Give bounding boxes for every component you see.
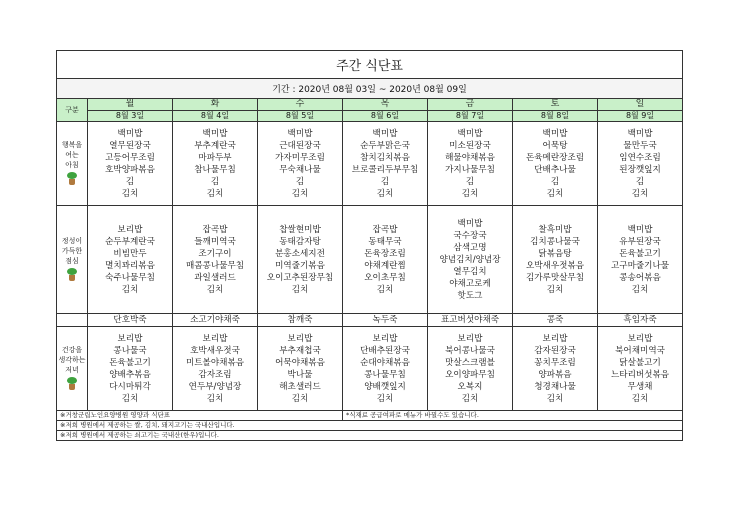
menu-item: 단배추나물 — [534, 164, 576, 175]
meal-label-line: 여는 — [65, 150, 79, 159]
menu-item: 김 — [380, 176, 390, 187]
menu-item: 박나물 — [287, 369, 313, 380]
menu-item: 동태감자탕 — [279, 236, 321, 247]
menu-item: 고등어무조림 — [105, 152, 155, 163]
menu-item: 조기구이 — [198, 248, 232, 259]
menu-item: 보리밥 — [542, 333, 568, 344]
porridge-item: 콩죽 — [513, 314, 598, 327]
menu-item: 느타리버섯볶음 — [610, 369, 670, 380]
menu-cell — [343, 327, 428, 411]
menu-item: 북어콩나물국 — [445, 345, 495, 356]
menu-item: 가자미무조림 — [275, 152, 325, 163]
menu-cell — [598, 206, 683, 314]
menu-item: 부추계란국 — [194, 140, 236, 151]
menu-item: 보리밥 — [372, 333, 398, 344]
menu-item: 오박새우젓볶음 — [525, 260, 585, 271]
note-origin-beef: ※저희 병원에서 제공하는 쇠고기는 국내산(한우)입니다. — [57, 431, 683, 441]
menu-item: 호박양파볶음 — [105, 164, 155, 175]
menu-item: 비빔만두 — [113, 248, 147, 259]
menu-item: 김치 — [206, 393, 224, 404]
meal-label-line: 아침 — [65, 160, 79, 169]
menu-cell — [428, 122, 513, 206]
menu-item: 어묵야채볶음 — [275, 357, 325, 368]
menu-item: 북어채미역국 — [615, 345, 665, 356]
menu-item: 백미밥 — [202, 128, 228, 139]
menu-item: 멸치꽈리볶음 — [105, 260, 155, 271]
menu-item: 김치 — [121, 284, 139, 295]
menu-item: 김가루맛살무침 — [525, 272, 585, 283]
menu-item: 찰흑미밥 — [538, 224, 572, 235]
day-header: 화 — [173, 99, 258, 111]
menu-item: 김치 — [546, 188, 564, 199]
menu-item: 삼색고명 — [453, 242, 487, 253]
menu-item: 호박새우젓국 — [190, 345, 240, 356]
menu-item: 콩나물무침 — [364, 369, 406, 380]
menu-item: 순대야채볶음 — [360, 357, 410, 368]
menu-item: 김치 — [631, 284, 649, 295]
meal-label-line: 저녁 — [65, 365, 79, 374]
date-header: 8월 7일 — [428, 111, 513, 122]
menu-item: 백미밥 — [117, 128, 143, 139]
menu-item: 백미밥 — [287, 128, 313, 139]
menu-item: 김치 — [206, 188, 224, 199]
menu-item: 된장깻잎지 — [619, 164, 661, 175]
menu-item: 분홍소세지전 — [275, 248, 325, 259]
menu-cell — [513, 122, 598, 206]
menu-item: 유부된장국 — [619, 236, 661, 247]
menu-item: 보리밥 — [117, 224, 143, 235]
day-header: 토 — [513, 99, 598, 111]
meal-label-line: 정성이 — [61, 236, 83, 245]
menu-cell — [258, 327, 343, 411]
menu-item: 김치 — [546, 393, 564, 404]
menu-item: 고구마줄기나물 — [610, 260, 670, 271]
menu-item: 연두부/양념장 — [188, 381, 242, 392]
meal-label-line: 점심 — [65, 256, 79, 265]
menu-item: 백미밥 — [542, 128, 568, 139]
meal-label — [57, 327, 88, 411]
menu-item: 김치 — [121, 393, 139, 404]
menu-item: 미트볼야채볶음 — [185, 357, 245, 368]
menu-cell — [598, 327, 683, 411]
meal-label — [57, 206, 88, 314]
menu-item: 김치 — [291, 393, 309, 404]
menu-item: 꽁치무조림 — [534, 357, 576, 368]
note-hospital: ※거창군립노인요양병원 영양과 식단표 — [57, 411, 343, 421]
menu-item: 김치 — [631, 188, 649, 199]
menu-cell — [513, 206, 598, 314]
menu-item: 김치 — [206, 284, 224, 295]
day-header: 금 — [428, 99, 513, 111]
menu-item: 단배추된장국 — [360, 345, 410, 356]
day-header: 월 — [88, 99, 173, 111]
date-header: 8월 4일 — [173, 111, 258, 122]
menu-item: 김 — [210, 176, 220, 187]
menu-item: 청경채나물 — [534, 381, 576, 392]
meal-label-line: 행복을 — [61, 140, 83, 149]
menu-item: 김치 — [546, 284, 564, 295]
menu-item: 동태무국 — [368, 236, 402, 247]
menu-item: 잡곡밥 — [202, 224, 228, 235]
menu-item: 과일샐러드 — [194, 272, 236, 283]
menu-item: 잡곡밥 — [372, 224, 398, 235]
date-header: 8월 6일 — [343, 111, 428, 122]
menu-cell — [173, 122, 258, 206]
menu-item: 맛살스크램블 — [445, 357, 495, 368]
menu-item: 김치 — [291, 284, 309, 295]
menu-item: 임연수조림 — [619, 152, 661, 163]
menu-cell — [88, 327, 173, 411]
menu-item: 콩송어볶음 — [619, 272, 661, 283]
menu-item: 국수장국 — [453, 230, 487, 241]
potted-plant-icon — [66, 268, 78, 281]
page-title: 주간 식단표 — [57, 51, 683, 79]
date-header: 8월 5일 — [258, 111, 343, 122]
menu-item: 야채고로케 — [449, 278, 491, 289]
menu-item: 부추재첩국 — [279, 345, 321, 356]
menu-item: 보리밥 — [627, 333, 653, 344]
menu-item: 해초샐러드 — [279, 381, 321, 392]
menu-item: 근대된장국 — [279, 140, 321, 151]
day-header: 목 — [343, 99, 428, 111]
menu-item: 숙주나물무침 — [105, 272, 155, 283]
menu-item: 보리밥 — [117, 333, 143, 344]
menu-item: 김치 — [291, 188, 309, 199]
menu-item: 김치 — [376, 393, 394, 404]
menu-item: 어묵탕 — [542, 140, 568, 151]
porridge-item: 소고기야채죽 — [173, 314, 258, 327]
menu-item: 오이양파무침 — [445, 369, 495, 380]
porridge-item: 녹두죽 — [343, 314, 428, 327]
meal-label-line: 생각하는 — [58, 355, 86, 364]
day-header: 수 — [258, 99, 343, 111]
menu-item: 감자조림 — [198, 369, 232, 380]
menu-cell — [173, 327, 258, 411]
meal-label-line: 가득한 — [61, 246, 83, 255]
menu-item: 백미밥 — [372, 128, 398, 139]
menu-item: 야채계란찜 — [364, 260, 406, 271]
menu-item: 백미밥 — [457, 128, 483, 139]
menu-item: 돈육불고기 — [619, 248, 661, 259]
menu-item: 무생채 — [627, 381, 653, 392]
menu-item: 김치콩나물국 — [530, 236, 580, 247]
menu-item: 매콤콩나물무침 — [185, 260, 245, 271]
menu-cell — [258, 206, 343, 314]
menu-item: 참치김치볶음 — [360, 152, 410, 163]
menu-item: 닭살불고기 — [619, 357, 661, 368]
menu-item: 김 — [635, 176, 645, 187]
menu-item: 돈육장조림 — [364, 248, 406, 259]
menu-item: 돈육메란장조림 — [525, 152, 585, 163]
menu-item: 감자된장국 — [534, 345, 576, 356]
menu-item: 김치 — [376, 284, 394, 295]
menu-item: 가지나물무침 — [445, 164, 495, 175]
menu-item: 핫도그 — [457, 290, 483, 301]
gubun-header: 구분 — [57, 99, 88, 122]
period-text: 기간 : 2020년 08월 03일 ~ 2020년 08월 09일 — [57, 79, 683, 99]
menu-item: 돈육불고기 — [109, 357, 151, 368]
date-header: 8월 9일 — [598, 111, 683, 122]
menu-item: 순두부맑은국 — [360, 140, 410, 151]
menu-item: 보리밥 — [287, 333, 313, 344]
porridge-item: 흑임자죽 — [598, 314, 683, 327]
menu-item: 김 — [125, 176, 135, 187]
menu-item: 백미밥 — [627, 224, 653, 235]
potted-plant-icon — [66, 377, 78, 390]
porridge-item: 표고버섯야채죽 — [428, 314, 513, 327]
menu-cell — [88, 122, 173, 206]
menu-item: 양파볶음 — [538, 369, 572, 380]
porridge-item: 참깨죽 — [258, 314, 343, 327]
menu-cell — [343, 206, 428, 314]
day-header: 일 — [598, 99, 683, 111]
menu-item: 양념김치/양념장 — [439, 254, 501, 265]
menu-cell — [428, 327, 513, 411]
menu-item: 양배깻잎지 — [364, 381, 406, 392]
menu-item: 브로콜리두부무침 — [351, 164, 419, 175]
menu-item: 김 — [550, 176, 560, 187]
date-header: 8월 3일 — [88, 111, 173, 122]
menu-item: 오이고추된장무침 — [266, 272, 334, 283]
porridge-item: 단호박죽 — [88, 314, 173, 327]
menu-cell — [173, 206, 258, 314]
potted-plant-icon — [66, 172, 78, 185]
menu-item: 열무된장국 — [109, 140, 151, 151]
porridge-label-cell — [57, 314, 88, 327]
note-supply: *식재료 공급여파로 메뉴가 바뀔수도 있습니다. — [343, 411, 683, 421]
menu-item: 마파두부 — [198, 152, 232, 163]
menu-item: 김 — [465, 176, 475, 187]
note-origin-rice: ※저희 병원에서 제공하는 쌀, 김치, 돼지고기는 국내산입니다. — [57, 421, 683, 431]
menu-item: 열무김치 — [453, 266, 487, 277]
menu-item: 들깨미역국 — [194, 236, 236, 247]
date-header: 8월 8일 — [513, 111, 598, 122]
menu-cell — [513, 327, 598, 411]
menu-cell — [258, 122, 343, 206]
menu-item: 김치 — [121, 188, 139, 199]
menu-sheet — [56, 50, 682, 441]
menu-cell — [598, 122, 683, 206]
menu-item: 김치 — [631, 393, 649, 404]
meal-label — [57, 122, 88, 206]
menu-item: 미소된장국 — [449, 140, 491, 151]
menu-table — [56, 50, 683, 441]
menu-cell — [88, 206, 173, 314]
menu-item: 김 — [295, 176, 305, 187]
menu-item: 순두부계란국 — [105, 236, 155, 247]
menu-item: 김치 — [461, 393, 479, 404]
meal-label-line: 건강을 — [61, 345, 83, 354]
menu-item: 김치 — [461, 188, 479, 199]
menu-item: 백미밥 — [627, 128, 653, 139]
menu-item: 물만두국 — [623, 140, 657, 151]
menu-item: 무숙채나물 — [279, 164, 321, 175]
menu-item: 콩나물국 — [113, 345, 147, 356]
menu-item: 다시마튀각 — [109, 381, 151, 392]
menu-item: 김치 — [376, 188, 394, 199]
menu-item: 찹쌀현미밥 — [279, 224, 321, 235]
menu-item: 참나물무침 — [194, 164, 236, 175]
menu-item: 오이초무침 — [364, 272, 406, 283]
menu-item: 양배추볶음 — [109, 369, 151, 380]
menu-cell — [428, 206, 513, 314]
menu-item: 보리밥 — [202, 333, 228, 344]
menu-item: 오복지 — [457, 381, 483, 392]
menu-item: 보리밥 — [457, 333, 483, 344]
menu-cell — [343, 122, 428, 206]
menu-item: 백미밥 — [457, 218, 483, 229]
menu-item: 해물야채볶음 — [445, 152, 495, 163]
menu-item: 닭볶음탕 — [538, 248, 572, 259]
menu-item: 미역줄기볶음 — [275, 260, 325, 271]
